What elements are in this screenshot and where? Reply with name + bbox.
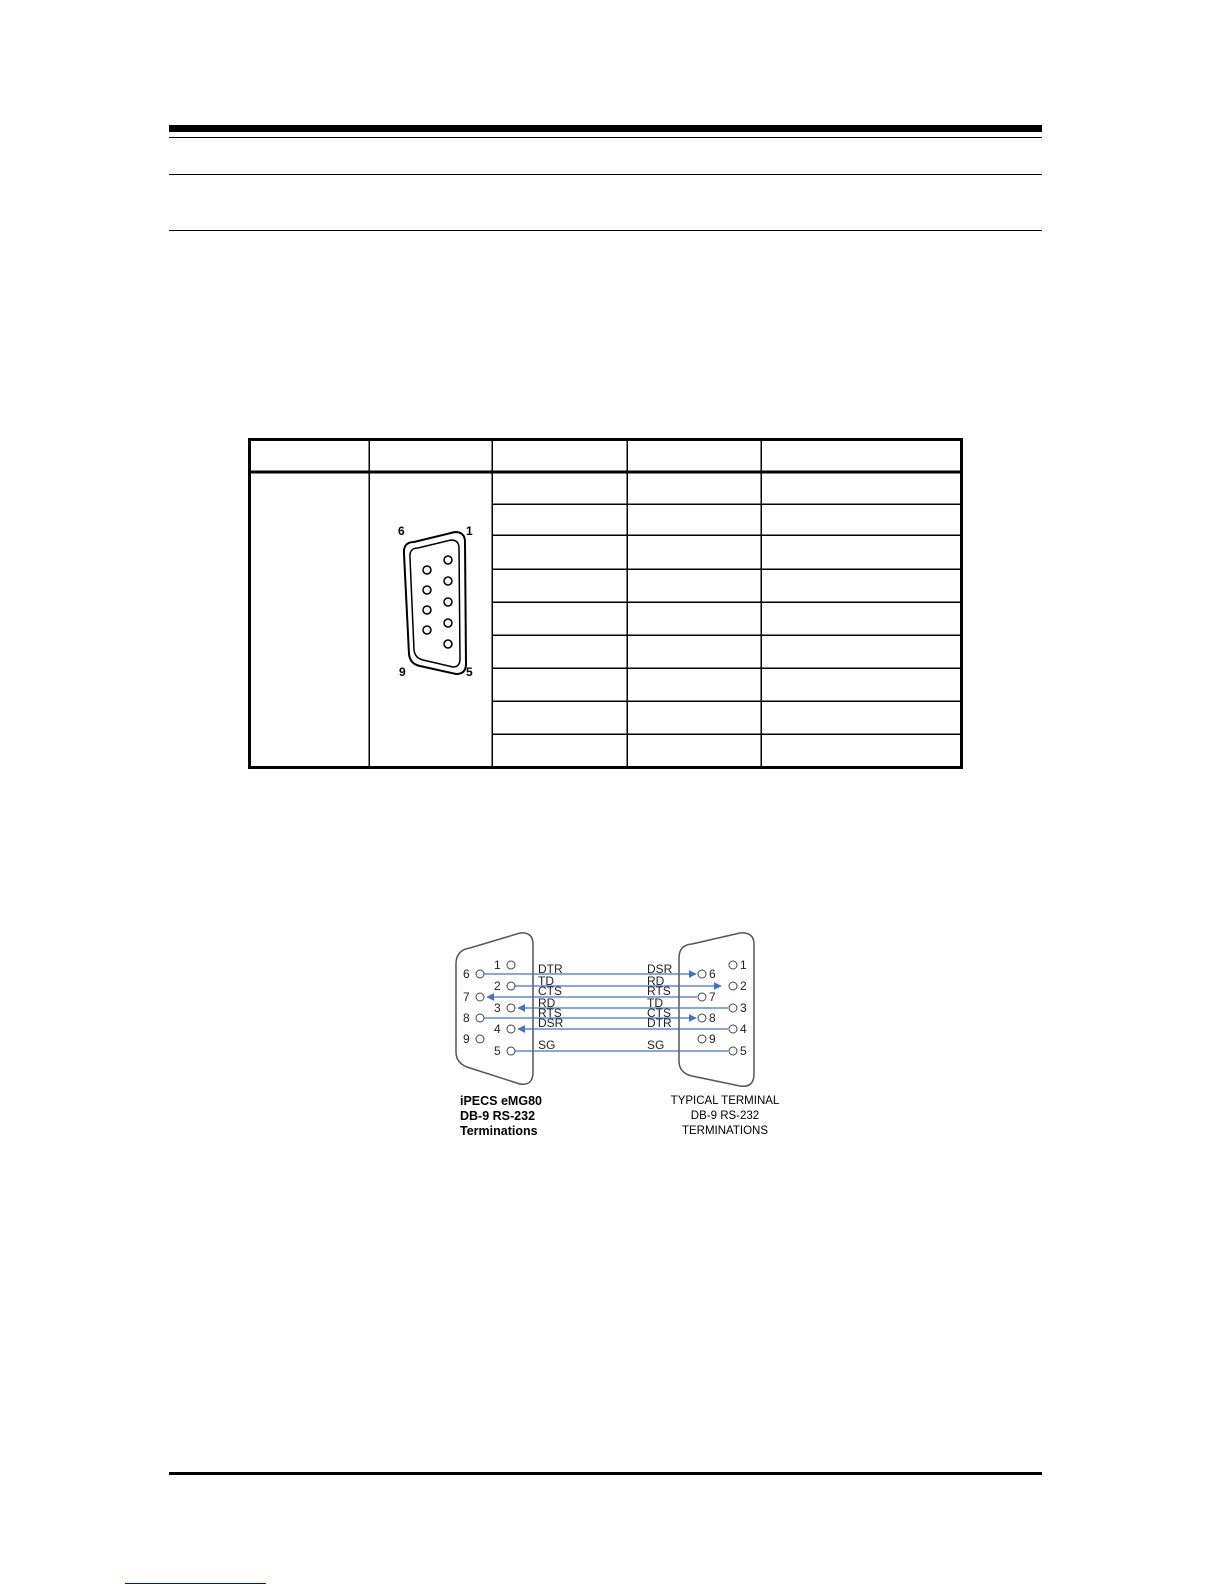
pin-3 xyxy=(444,598,452,606)
left-connector-caption xyxy=(460,1094,542,1139)
svg-text:5: 5 xyxy=(494,1044,501,1058)
signal-labels xyxy=(538,962,673,1052)
svg-text:7: 7 xyxy=(463,990,470,1004)
header-rule-thick xyxy=(169,125,1042,132)
corner-label: 9 xyxy=(399,665,406,679)
svg-text:9: 9 xyxy=(463,1032,470,1046)
caption-line: TYPICAL TERMINAL xyxy=(670,1095,780,1107)
corner-label: 5 xyxy=(466,665,473,679)
table-border xyxy=(250,440,962,768)
header-divider xyxy=(169,174,1042,175)
pin-7 xyxy=(423,586,431,594)
footer-rule xyxy=(169,1472,1042,1475)
pin-assignment-table xyxy=(248,438,963,769)
svg-text:3: 3 xyxy=(494,1001,501,1015)
svg-text:2: 2 xyxy=(494,979,501,993)
svg-text:DSR: DSR xyxy=(647,962,673,976)
pin-1 xyxy=(444,556,452,564)
caption-line: DB-9 RS-232 xyxy=(690,1110,760,1122)
svg-text:4: 4 xyxy=(494,1022,501,1036)
svg-text:5: 5 xyxy=(740,1044,747,1058)
corner-label: 1 xyxy=(466,524,473,538)
svg-text:DTR: DTR xyxy=(647,1016,672,1030)
svg-text:RD: RD xyxy=(538,996,556,1010)
svg-text:9: 9 xyxy=(709,1032,716,1046)
rs232-wiring-diagram xyxy=(440,928,800,1158)
svg-text:SG: SG xyxy=(538,1038,556,1052)
left-pins xyxy=(463,958,515,1058)
pin-4 xyxy=(444,619,452,627)
svg-text:8: 8 xyxy=(463,1011,470,1025)
svg-text:4: 4 xyxy=(740,1022,747,1036)
svg-text:7: 7 xyxy=(709,990,716,1004)
svg-text:RTS: RTS xyxy=(538,1006,562,1020)
svg-text:TD: TD xyxy=(647,996,663,1010)
svg-text:CTS: CTS xyxy=(647,1006,671,1020)
pin-6 xyxy=(423,566,431,574)
svg-text:1: 1 xyxy=(494,958,501,972)
header-rule-thin xyxy=(169,137,1042,138)
caption-line: DB-9 RS-232 xyxy=(460,1109,536,1123)
svg-text:DSR: DSR xyxy=(538,1016,564,1030)
corner-label: 6 xyxy=(398,524,405,538)
pin-5 xyxy=(444,640,452,648)
svg-text:3: 3 xyxy=(740,1001,747,1015)
svg-text:DTR: DTR xyxy=(538,962,563,976)
svg-text:CTS: CTS xyxy=(538,984,562,998)
caption-line: TERMINATIONS xyxy=(681,1125,769,1137)
signal-lines xyxy=(484,974,728,1051)
svg-text:8: 8 xyxy=(709,1011,716,1025)
caption-line: iPECS eMG80 xyxy=(460,1094,542,1108)
svg-text:2: 2 xyxy=(740,979,747,993)
svg-text:SG: SG xyxy=(647,1038,665,1052)
svg-text:RD: RD xyxy=(647,974,665,988)
svg-text:6: 6 xyxy=(463,967,470,981)
svg-text:6: 6 xyxy=(709,967,716,981)
db9-connector-diagram xyxy=(398,524,473,679)
caption-line: Terminations xyxy=(460,1124,538,1138)
right-connector-caption xyxy=(660,1094,790,1139)
pin-8 xyxy=(423,606,431,614)
svg-text:1: 1 xyxy=(740,958,747,972)
svg-text:TD: TD xyxy=(538,974,554,988)
pin-2 xyxy=(444,577,452,585)
pin-9 xyxy=(423,626,431,634)
svg-text:RTS: RTS xyxy=(647,984,671,998)
header-divider-lower xyxy=(169,230,1042,231)
